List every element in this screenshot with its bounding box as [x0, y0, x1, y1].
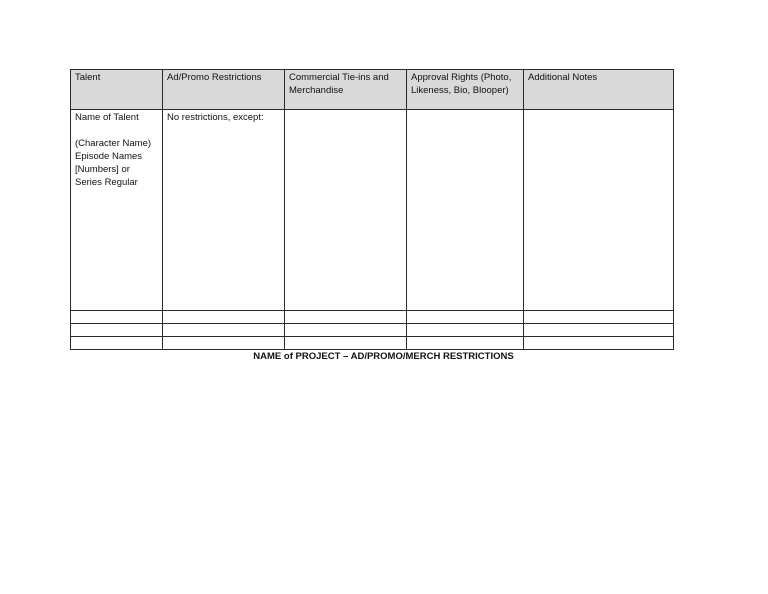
header-commercial-tie-ins: Commercial Tie-ins and Merchandise: [285, 70, 407, 110]
blank-cell[interactable]: [407, 324, 524, 337]
blank-cell[interactable]: [71, 337, 163, 350]
blank-cell[interactable]: [524, 337, 674, 350]
blank-cell[interactable]: [71, 311, 163, 324]
blank-cell[interactable]: [163, 324, 285, 337]
blank-cell[interactable]: [285, 324, 407, 337]
footer-caption: NAME of PROJECT – AD/PROMO/MERCH RESTRICTIONS: [253, 351, 514, 362]
character-name: (Character Name): [75, 138, 152, 149]
approval-cell[interactable]: [407, 110, 524, 311]
blank-cell[interactable]: [407, 337, 524, 350]
blank-cell[interactable]: [163, 337, 285, 350]
talent-name: Name of Talent: [75, 112, 139, 123]
blank-cell[interactable]: [163, 311, 285, 324]
blank-cell[interactable]: [285, 311, 407, 324]
blank-table-row: [71, 324, 674, 337]
notes-cell[interactable]: [524, 110, 674, 311]
commercial-cell[interactable]: [285, 110, 407, 311]
restrictions-table: [70, 69, 674, 350]
table-header-row: [71, 70, 674, 110]
series-regular: Series Regular: [75, 177, 138, 188]
blank-table-row: [71, 337, 674, 350]
ad-promo-cell[interactable]: No restrictions, except:: [163, 110, 285, 311]
table-row: [71, 110, 674, 311]
header-talent: Talent: [71, 70, 163, 110]
blank-cell[interactable]: [407, 311, 524, 324]
talent-cell[interactable]: [71, 110, 163, 311]
header-additional-notes: Additional Notes: [524, 70, 674, 110]
blank-cell[interactable]: [524, 324, 674, 337]
blank-cell[interactable]: [524, 311, 674, 324]
episode-numbers: [Numbers] or: [75, 164, 130, 175]
blank-cell[interactable]: [285, 337, 407, 350]
episode-names: Episode Names: [75, 151, 143, 162]
blank-cell[interactable]: [71, 324, 163, 337]
blank-table-row: [71, 311, 674, 324]
header-ad-promo-restrictions: Ad/Promo Restrictions: [163, 70, 285, 110]
header-approval-rights: Approval Rights (Photo, Likeness, Bio, Blooper): [407, 70, 524, 110]
